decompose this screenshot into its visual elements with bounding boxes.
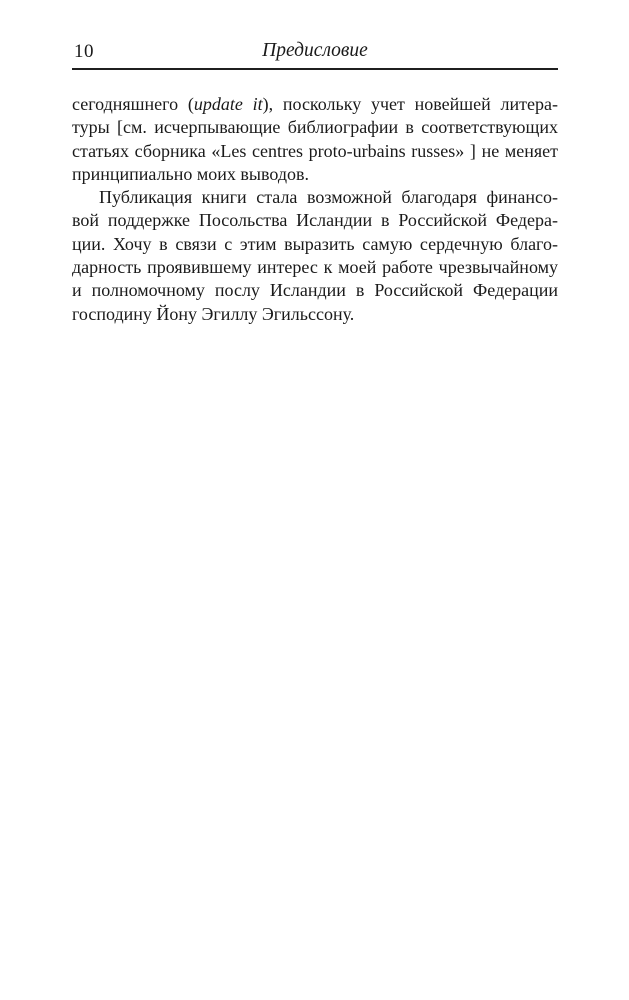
text-segment: Публикация книги стала возможной благодаря финансо-	[99, 187, 558, 208]
text-segment: туры [см. исчерпывающие библиографии в соответствующих	[72, 117, 558, 138]
text-segment: принципиально моих выводов.	[72, 163, 310, 184]
text-line	[72, 186, 558, 209]
running-title: Предисловие	[262, 40, 368, 61]
text-line	[72, 163, 558, 186]
italic-text: update it	[193, 94, 263, 114]
header-rule	[72, 68, 558, 70]
text-segment: и полномочному послу Исландии в Российской Федерации	[72, 280, 558, 301]
text-segment: сегодняшнего (	[72, 94, 194, 114]
text-line	[72, 209, 558, 232]
text-line	[72, 256, 558, 279]
text-line	[72, 116, 558, 139]
text-line	[72, 279, 558, 302]
body-text	[72, 93, 558, 326]
text-block	[72, 0, 558, 326]
text-segment: вой поддержке Посольства Исландии в Российской Федера-	[72, 210, 558, 231]
page-number: 10	[74, 41, 94, 62]
text-line	[72, 303, 558, 326]
text-segment: ции. Хочу в связи с этим выразить самую сердечную благо-	[72, 233, 558, 254]
text-segment: господину Йону Эгиллу Эгильссону.	[72, 303, 355, 324]
page-header	[72, 40, 558, 64]
text-segment: статьях сборника «Les centres proto-urbains russes» ] не меняет	[72, 140, 558, 161]
text-line	[72, 140, 558, 163]
paragraph	[72, 93, 558, 186]
text-segment: дарность проявившему интерес к моей работе чрезвычайному	[72, 257, 558, 278]
text-line	[72, 93, 558, 116]
text-segment: ), поскольку учет новейшей литера-	[262, 94, 558, 114]
text-line	[72, 233, 558, 256]
paragraph	[72, 186, 558, 326]
